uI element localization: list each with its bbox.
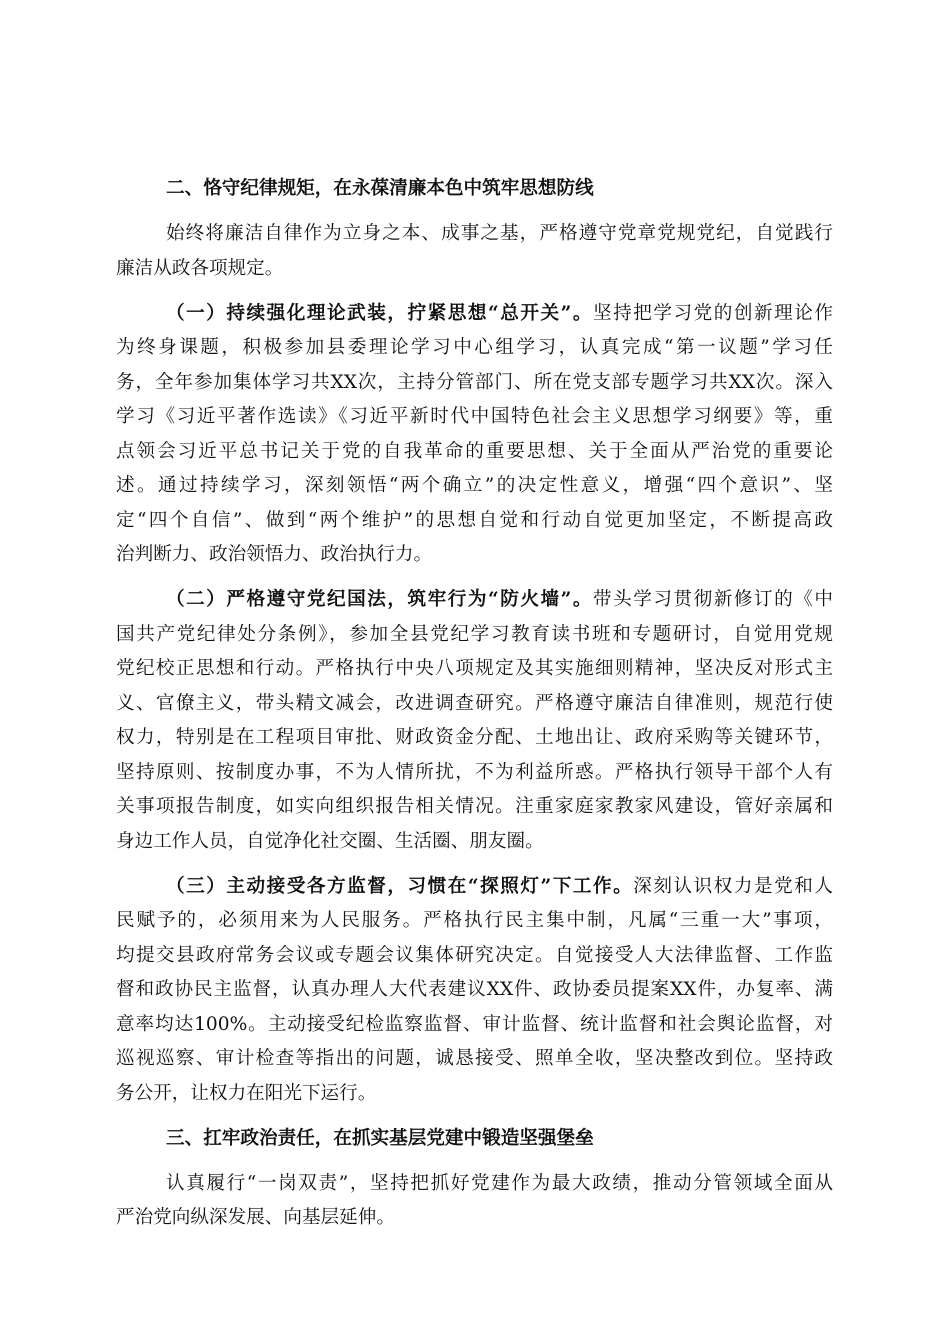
heading-line: 三、扛牢政治责任，在抓实基层党建中锻造坚强堡垒 [166, 1127, 594, 1149]
paragraph-line: 廉洁从政各项规定。 [116, 257, 284, 279]
paragraph-line: 点领会习近平总书记关于党的自我革命的重要思想、关于全面从严治党的重要论 [116, 440, 833, 462]
paragraph-line: 民赋予的，必须用来为人民服务。严格执行民主集中制，凡属“三重一大”事项， [116, 910, 833, 931]
heading-line: 二、恪守纪律规矩，在永葆清廉本色中筑牢思想防线 [166, 178, 594, 199]
subsection-title: （三）主动接受各方监督，习惯在“探照灯”下工作。 [166, 875, 634, 897]
paragraph-line: 述。通过持续学习，深刻领悟“两个确立”的决定性意义，增强“四个意识”、坚 [116, 475, 833, 496]
paragraph-line: 学习《习近平著作选读》《习近平新时代中国特色社会主义思想学习纲要》等，重 [116, 406, 833, 427]
paragraph-line: （三）主动接受各方监督，习惯在“探照灯”下工作。深刻认识权力是党和人 [166, 875, 833, 897]
paragraph-line: 为终身课题，积极参加县委理论学习中心组学习，认真完成“第一议题”学习任 [116, 337, 833, 358]
paragraph-line: 身边工作人员，自觉净化社交圈、生活圈、朋友圈。 [116, 830, 544, 852]
paragraph-line: 党纪校正思想和行动。严格执行中央八项规定及其实施细则精神，坚决反对形式主 [116, 658, 833, 679]
paragraph-line: 巡视巡察、审计检查等指出的问题，诚恳接受、照单全收，坚决整改到位。坚持政 [116, 1048, 833, 1069]
paragraph-line: 务，全年参加集体学习共XX次，主持分管部门、所在党支部专题学习共XX次。深入 [116, 371, 833, 393]
subsection-2 [116, 583, 833, 859]
subsection-3 [116, 870, 833, 1112]
paragraph-line: 认真履行“一岗双责”，坚持把抓好党建作为最大政绩，推动分管领域全面从 [166, 1172, 833, 1194]
subsection-1 [116, 297, 833, 573]
paragraph-line: 治判断力、政治领悟力、政治执行力。 [116, 544, 433, 565]
paragraph-line: 务公开，让权力在阳光下运行。 [116, 1082, 377, 1104]
paragraph-line: 严治党向纵深发展、向基层延伸。 [116, 1207, 395, 1228]
document-page [116, 172, 833, 1236]
paragraph-line: 督和政协民主监督，认真办理人大代表建议XX件、政协委员提案XX件，办复率、满 [116, 979, 833, 1000]
subsection-title: （一）持续强化理论武装，拧紧思想“总开关”。 [166, 302, 593, 324]
section-3-intro [116, 1167, 833, 1236]
paragraph-line: 坚持原则、按制度办事，不为人情所扰，不为利益所惑。严格执行领导干部个人有 [116, 761, 833, 783]
paragraph-line: 意率均达100%。主动接受纪检监察监督、审计监督、统计监督和社会舆论监督，对 [116, 1013, 833, 1035]
section-heading-3 [116, 1122, 833, 1157]
paragraph-line: （二）严格遵守党纪国法，筑牢行为“防火墙”。带头学习贯彻新修订的《中 [166, 589, 833, 610]
paragraph-line: 均提交县政府常务会议或专题会议集体研究决定。自觉接受人大法律监督、工作监 [116, 944, 833, 966]
paragraph-line: 权力，特别是在工程项目审批、财政资金分配、土地出让、政府采购等关键环节， [116, 727, 833, 748]
paragraph-line: 关事项报告制度，如实向组织报告相关情况。注重家庭家教家风建设，管好亲属和 [116, 796, 833, 817]
section-heading-2 [116, 172, 833, 207]
paragraph-line: 始终将廉洁自律作为立身之本、成事之基，严格遵守党章党规党纪，自觉践行 [166, 223, 833, 244]
section-2-intro [116, 217, 833, 286]
paragraph-line: 国共产党纪律处分条例》，参加全县党纪学习教育读书班和专题研讨，自觉用党规 [116, 623, 833, 645]
paragraph-line: 义、官僚主义，带头精文减会，改进调查研究。严格遵守廉洁自律准则，规范行使 [116, 692, 833, 714]
paragraph-line: 定“四个自信”、做到“两个维护”的思想自觉和行动自觉更加坚定，不断提高政 [116, 509, 833, 531]
subsection-title: （二）严格遵守党纪国法，筑牢行为“防火墙”。 [166, 589, 593, 610]
paragraph-line: （一）持续强化理论武装，拧紧思想“总开关”。坚持把学习党的创新理论作 [166, 302, 833, 324]
